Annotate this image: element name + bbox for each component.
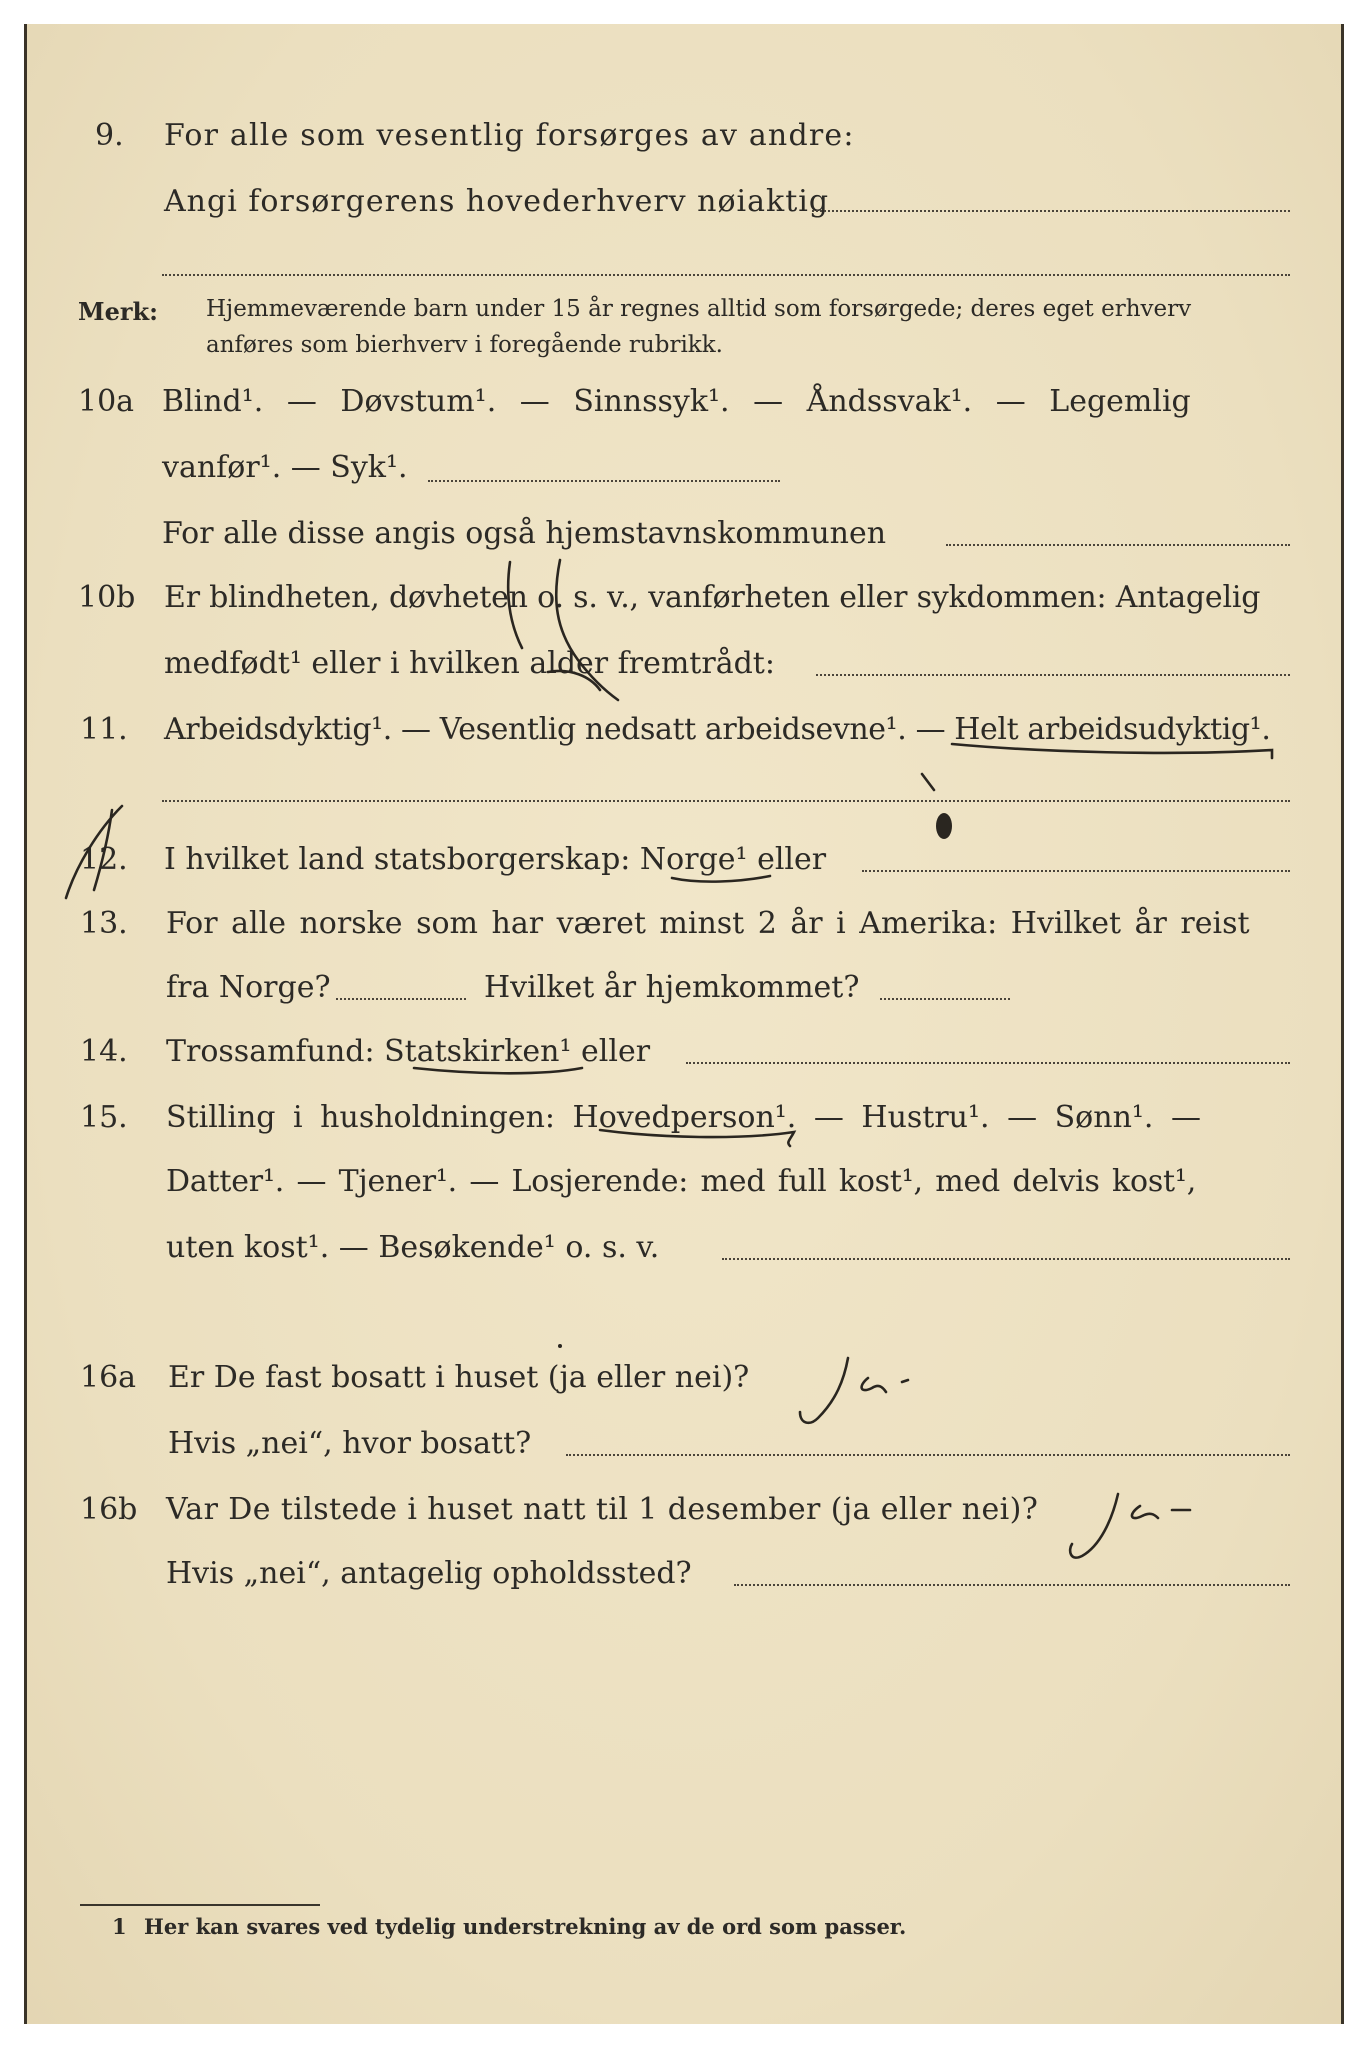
- q13-line1: For alle norske som har været minst 2 år i Amerika: Hvilket år reist: [166, 906, 1250, 941]
- answer-16a-a: [862, 1378, 886, 1392]
- q11-line1: Arbeidsdyktig¹. — Vesentlig nedsatt arbeidsevne¹. — Helt arbeidsudyktig¹.: [164, 712, 1271, 747]
- q15-line1: Stilling i husholdningen: Hovedperson¹. — Hustru¹. — Sønn¹. —: [166, 1100, 1201, 1135]
- answer-16b-j: [1070, 1494, 1118, 1558]
- q12-number: 12.: [80, 842, 128, 877]
- underline-hovedperson: [600, 1130, 794, 1146]
- answer-16a-dot: [902, 1380, 908, 1382]
- q16b-line2: Hvis „nei“, antagelig opholdssted?: [166, 1556, 692, 1591]
- q10a-line2: vanfør¹. — Syk¹.: [162, 450, 408, 485]
- underline-helt-arbeidsudyktig: [952, 744, 1272, 758]
- footnote-mark: 1: [112, 1914, 127, 1939]
- footnote-text: Her kan svares ved tydelig understrekning av de ord som passer.: [144, 1914, 907, 1939]
- q12-line1: I hvilket land statsborgerskap: Norge¹ eller: [164, 842, 827, 877]
- merk-line2: anføres som bierhverv i foregående rubrikk.: [206, 332, 723, 358]
- check-mark-q12: [66, 806, 122, 898]
- q10a-number: 10a: [78, 384, 135, 419]
- underline-statskirken: [414, 1068, 582, 1073]
- q9-line1: For alle som vesentlig forsørges av andre:: [164, 118, 855, 153]
- q13-line2a: fra Norge?: [166, 970, 331, 1005]
- q16b-line1: Var De tilstede i huset natt til 1 desember (ja eller nei)?: [166, 1492, 1039, 1527]
- ink-speck: [558, 1344, 562, 1348]
- underline-norge: [672, 876, 770, 882]
- q16a-line2: Hvis „nei“, hvor bosatt?: [168, 1426, 532, 1461]
- merk-line1: Hjemmeværende barn under 15 år regnes alltid som forsørgede; deres eget erhverv: [206, 296, 1192, 322]
- q10a-line1: Blind¹. — Døvstum¹. — Sinnssyk¹. — Åndssvak¹. — Legemlig: [162, 384, 1191, 419]
- q9-line2: Angi forsørgerens hovederhverv nøiaktig: [164, 184, 830, 219]
- q16a-number: 16a: [80, 1360, 137, 1395]
- q14-number: 14.: [80, 1034, 128, 1069]
- q16a-line1: Er De fast bosatt i huset (ja eller nei)?: [168, 1360, 750, 1395]
- q11-number: 11.: [80, 712, 128, 747]
- pen-stroke-3: [548, 671, 600, 690]
- q10b-line2: medfødt¹ eller i hvilken alder fremtrådt:: [164, 646, 775, 681]
- pen-stroke-1: [508, 562, 522, 648]
- q15-line2: Datter¹. — Tjener¹. — Losjerende: med full kost¹, med delvis kost¹,: [166, 1164, 1197, 1199]
- q16b-number: 16b: [80, 1492, 138, 1527]
- q9-number: 9.: [95, 118, 124, 153]
- pen-tick: [922, 774, 934, 790]
- answer-16b-a: [1132, 1506, 1158, 1518]
- q15-number: 15.: [80, 1100, 128, 1135]
- q10b-line1: Er blindheten, døvheten o. s. v., vanførheten eller sykdommen: Antagelig: [164, 580, 1261, 615]
- q13-line2b: Hvilket år hjemkommet?: [484, 970, 860, 1005]
- merk-label: Merk:: [78, 297, 158, 326]
- q14-line1: Trossamfund: Statskirken¹ eller: [166, 1034, 651, 1069]
- ink-blot: [936, 813, 952, 839]
- q10a-line3: For alle disse angis også hjemstavnskommunen: [162, 516, 887, 551]
- q15-line3: uten kost¹. — Besøkende¹ o. s. v.: [166, 1230, 660, 1265]
- answer-16a-j: [800, 1358, 848, 1423]
- q10b-number: 10b: [78, 580, 136, 615]
- q13-number: 13.: [80, 906, 128, 941]
